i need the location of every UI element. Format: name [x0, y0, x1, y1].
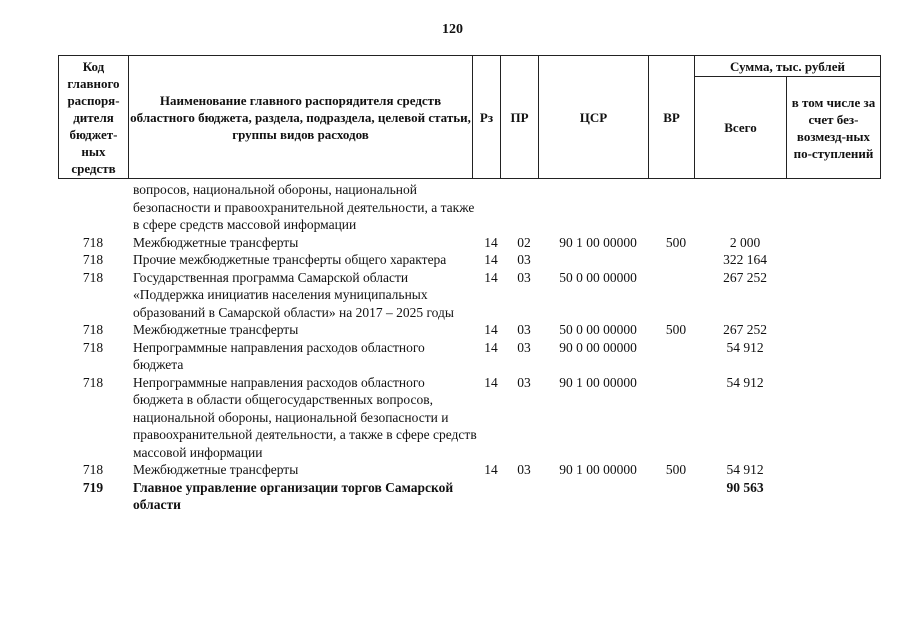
cell-vr: 500 [665, 322, 687, 337]
cell-csr [543, 181, 653, 234]
cell-free [791, 181, 885, 234]
cell-free [791, 251, 885, 269]
cell-free [791, 269, 885, 322]
cell-rz: 14 [484, 252, 498, 267]
header-code: Код главного распоря-дителя бюджет-ных средств [59, 56, 129, 179]
cell-free [791, 461, 885, 479]
header-pr: ПР [501, 56, 539, 179]
cell-name: Прочие межбюджетные трансферты общего характера [133, 252, 447, 267]
table-row [58, 339, 880, 374]
cell-total: 267 252 [723, 322, 767, 337]
cell-vr [653, 251, 699, 269]
header-total: Всего [695, 77, 787, 179]
cell-total: 54 912 [726, 374, 764, 390]
cell-pr: 03 [517, 252, 531, 267]
cell-csr: 90 0 00 00000 [559, 339, 637, 355]
cell-total: 2 000 [729, 234, 761, 250]
table-row [58, 374, 880, 462]
table-row [58, 251, 880, 269]
cell-code: 719 [82, 479, 104, 495]
table-row [58, 234, 880, 252]
table-header [58, 55, 881, 179]
cell-total [699, 181, 791, 234]
table-row [58, 321, 880, 339]
table-row [58, 269, 880, 322]
cell-name: Главное управление организации торгов Самарской области [133, 479, 454, 512]
cell-vr [653, 479, 699, 514]
cell-rz: 14 [484, 339, 498, 355]
cell-free [791, 374, 885, 462]
cell-rz: 14 [484, 322, 498, 337]
cell-code: 718 [82, 322, 104, 337]
cell-free [791, 339, 885, 374]
cell-pr: 02 [517, 234, 531, 250]
cell-code: 718 [82, 374, 104, 390]
cell-csr: 90 1 00 00000 [559, 462, 637, 477]
cell-csr: 90 1 00 00000 [559, 374, 637, 390]
cell-pr [505, 181, 543, 234]
cell-rz: 14 [484, 374, 498, 390]
cell-code: 718 [82, 462, 104, 477]
cell-vr: 500 [665, 234, 687, 250]
table-row [58, 461, 880, 479]
cell-vr: 500 [665, 462, 687, 477]
cell-total: 322 164 [723, 252, 767, 267]
header-rz: Рз [473, 56, 501, 179]
cell-name: Межбюджетные трансферты [133, 462, 299, 477]
cell-total: 54 912 [726, 462, 764, 477]
cell-code: 718 [82, 234, 104, 250]
table-body [58, 181, 880, 514]
cell-vr [653, 181, 699, 234]
header-csr: ЦСР [539, 56, 649, 179]
cell-pr: 03 [517, 462, 531, 477]
cell-pr: 03 [517, 322, 531, 337]
cell-name: Непрограммные направления расходов областного бюджета в области общегосударственных вопросов, национальной обороны, национальной безопасности и правоохранительной деятельности, а также в сфере средств массовой информации [133, 374, 477, 460]
cell-rz: 14 [484, 269, 498, 285]
cell-code: 718 [82, 269, 104, 285]
cell-free [791, 321, 885, 339]
cell-rz: 14 [484, 462, 498, 477]
cell-name: Межбюджетные трансферты [133, 234, 299, 250]
cell-vr [653, 374, 699, 462]
cell-vr [653, 339, 699, 374]
cell-csr [543, 251, 653, 269]
cell-rz: 14 [484, 234, 498, 250]
cell-total: 267 252 [723, 269, 767, 285]
cell-csr: 90 1 00 00000 [559, 234, 637, 250]
cell-csr: 50 0 00 00000 [559, 269, 637, 285]
cell-code [58, 181, 128, 234]
cell-total: 54 912 [726, 339, 764, 355]
cell-rz [477, 181, 505, 234]
header-name: Наименование главного распорядителя средств областного бюджета, раздела, подраздела, целевой статьи, группы видов расходов [129, 56, 473, 179]
cell-pr: 03 [517, 339, 531, 355]
header-free: в том числе за счет без-возмезд-ных по-ступлений [787, 77, 881, 179]
table-row [58, 181, 880, 234]
cell-free [791, 479, 885, 514]
cell-csr: 50 0 00 00000 [559, 322, 637, 337]
cell-name: Государственная программа Самарской области «Поддержка инициатив населения муниципальных образований в Самарской области» на 2017 – 2025 годы [133, 269, 454, 320]
cell-csr [543, 479, 653, 514]
table-row [58, 479, 880, 514]
cell-vr [653, 269, 699, 322]
cell-name: вопросов, национальной обороны, национальной безопасности и правоохранительной деятельности, а также в сфере средств массовой информации [133, 182, 475, 232]
header-sum: Сумма, тыс. рублей [695, 56, 881, 77]
cell-name: Непрограммные направления расходов областного бюджета [133, 339, 425, 372]
page-number: 120 [442, 22, 463, 37]
cell-total: 90 563 [726, 479, 764, 495]
cell-code: 718 [82, 252, 104, 267]
cell-rz [477, 479, 505, 514]
cell-name: Межбюджетные трансферты [133, 322, 299, 337]
cell-pr [505, 479, 543, 514]
cell-pr: 03 [517, 269, 531, 285]
cell-pr: 03 [517, 374, 531, 390]
cell-code: 718 [82, 339, 104, 355]
cell-free [791, 234, 885, 252]
header-vr: ВР [649, 56, 695, 179]
